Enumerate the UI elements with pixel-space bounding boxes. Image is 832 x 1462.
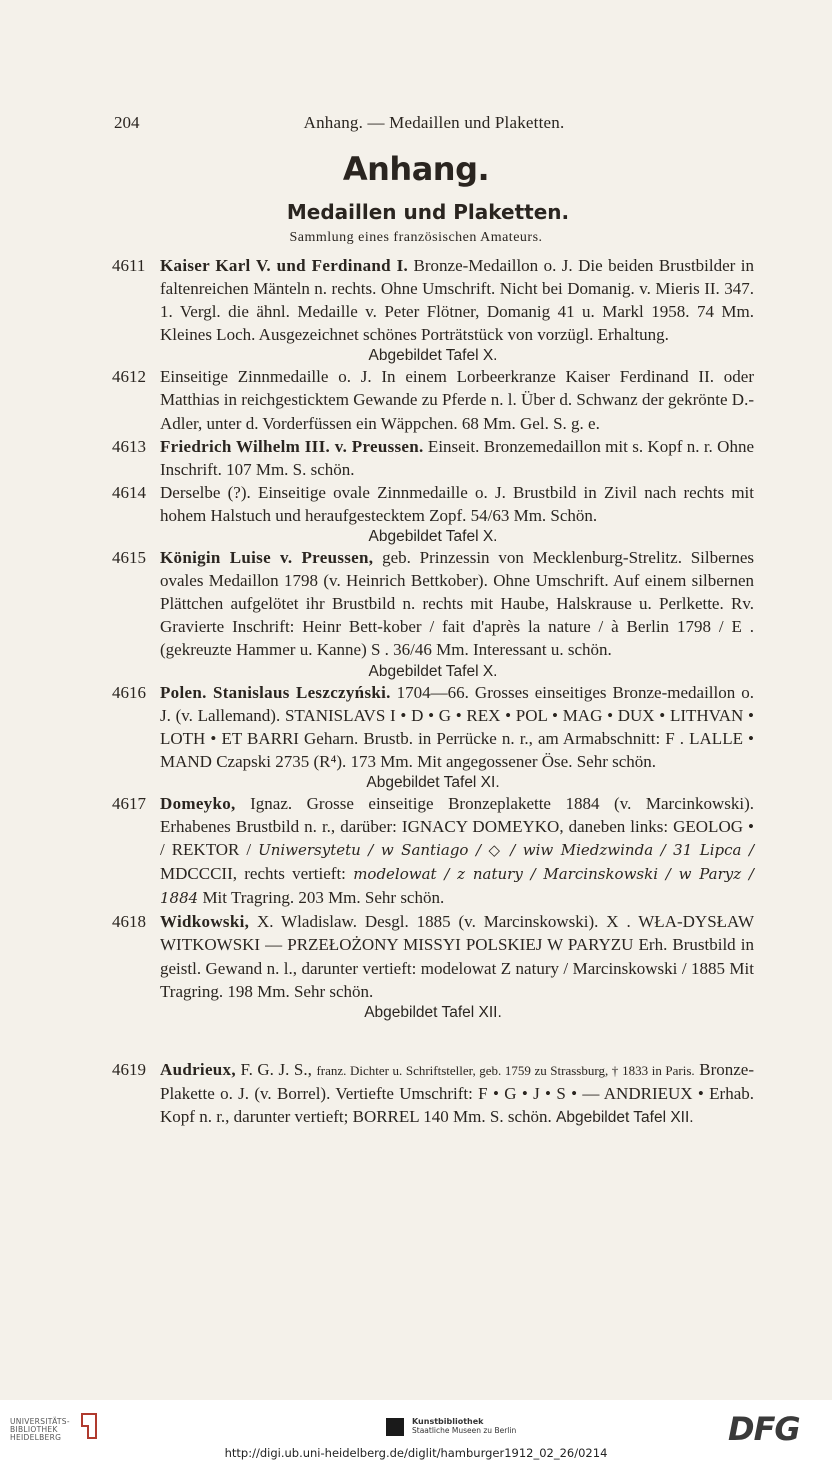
entry-name: Polen. Stanislaus Leszczyński. — [160, 682, 391, 702]
entry-name: Widkowski, — [160, 912, 250, 932]
entry-text: Einseit. Bronzemedaillon mit s. Kopf n. r. Ohne Inschrift. 107 Mm. S. schön. — [160, 436, 754, 479]
page-number: 204 — [114, 113, 140, 132]
entry-number: 4619 — [112, 1059, 146, 1079]
catalog-entry-4614 — [112, 481, 754, 546]
kunstbibliothek-logo-icon — [386, 1418, 404, 1436]
entry-text: geb. Prinzessin von Mecklenburg-Strelitz. Silbernes ovales Medaillon 1798 (v. Heinrich Bettkober). Ohne Umschrift. Auf einem silbernen Plättchen aufgelötet ihr Brustbild n. rechts mit Haube, Halskrause u. Perlkette. Rv. Gravierte Inschrift: Heinr Bett-kober / fait d'après la nature / à Berlin 1798 / E . (gekreuzte Hammer u. Kanne) S . 36/46 Mm. Interessant u. schön. — [160, 548, 754, 660]
running-header — [114, 113, 754, 137]
entry-text: Mit Tragring. 203 Mm. Sehr schön. — [198, 888, 445, 908]
catalog-entry-4618 — [112, 910, 754, 1021]
running-title: Anhang. — Medaillen und Plaketten. — [303, 113, 565, 132]
section-subtitle: Medaillen und Plaketten. — [286, 200, 570, 224]
entry-text: X. Wladislaw. Desgl. 1885 (v. Marcinskowski). X . WŁA-DYSŁAW WITKOWSKI — PRZEŁOŻONY MISSYI POLSKIEJ W PARYZU Erh. Brustbild in geistl. Gewand n. l., darunter vertieft: modelowat Z natury / Marcinskowski / 1885 Mit Tragring. 198 Mm. Sehr schön. — [160, 912, 754, 1001]
entry-text: Derselbe (?). Einseitige ovale Zinnmedaille o. J. Brustbild in Zivil nach rechts mit hohem Halstuch und heraufgestecktem Zopf. 54/63 Mm. Schön. — [160, 482, 754, 525]
entry-text: MDCCCII, rechts vertieft: — [160, 864, 354, 884]
inscription-script: Uniwersytetu / w Santiago / ◇ / wiw Miedzwinda / 31 Lipca / — [258, 841, 754, 860]
entry-number: 4617 — [112, 793, 146, 813]
entry-number: 4611 — [112, 256, 146, 275]
entry-number: 4614 — [112, 482, 146, 502]
viewer-footer — [0, 1400, 832, 1462]
spacer — [112, 1022, 754, 1058]
catalog-entry-4612 — [112, 365, 754, 434]
page-title: Anhang. — [342, 150, 490, 188]
dfg-logo[interactable]: DFG — [728, 1410, 800, 1448]
catalog-entries — [112, 254, 754, 1128]
inscription-script: modelowat / z natury / Marcinskowski / w Paryz / 1884 — [160, 865, 754, 908]
catalog-entry-4619 — [112, 1058, 754, 1128]
catalog-entry-4617 — [112, 792, 754, 910]
entry-text: Ignaz. Grosse einseitige Bronzeplakette 1884 (v. Marcinkowski). Erhabenes Brustbild n. r., darüber: IGNACY DOMEYKO, daneben links: GEOLOG • / REKTOR / — [160, 793, 754, 860]
entry-text: Bronze-Medaillon o. J. Die beiden Brustbilder in faltenreichen Mänteln n. rechts. Ohne Umschrift. Nicht bei Domanig. v. Mieris II. 347. 1. Vergl. die ähnl. Medaille v. Peter Flötner, Domanig 41 u. Markl 1958. 74 Mm. Kleines Loch. Ausgezeichnet schönes Porträtstück von vorzügl. Erhaltung. — [160, 256, 754, 345]
entry-number: 4612 — [112, 367, 146, 387]
entry-name: Friedrich Wilhelm III. v. Preussen. — [160, 436, 424, 456]
entry-text: 1704—66. Grosses einseitiges Bronze-medaillon o. J. (v. Lallemand). STANISLAVS I • D • G • REX • POL • MAG • DUX • LITHVAN • LOTH • ET BARRI Geharn. Brustb. in Perrücke n. r., am Armabschnitt: F . LALLE • MAND Czapski 2735 (R⁴). 173 Mm. Mit angegossener Öse. Sehr schön. — [160, 682, 754, 771]
collection-note: Sammlung eines französischen Amateurs. — [289, 230, 543, 245]
entry-text: Bronze-Plakette o. J. (v. Borrel). Vertiefte Umschrift: F • G • J • S • — ANDRIEUX • Erhab. Kopf n. r., darunter vertieft; BORREL 140 Mm. S. schön. — [160, 1059, 754, 1126]
permalink-url[interactable]: http://digi.ub.uni-heidelberg.de/diglit/hamburger1912_02_26/0214 — [224, 1446, 608, 1460]
catalog-entry-4611 — [112, 254, 754, 365]
plate-reference: Abgebildet Tafel X. — [368, 347, 498, 365]
catalog-entry-4613 — [112, 435, 754, 481]
catalog-entry-4615 — [112, 546, 754, 680]
catalog-entry-4616 — [112, 681, 754, 792]
entry-number: 4615 — [112, 548, 146, 568]
entry-name: Königin Luise v. Preussen, — [160, 548, 374, 568]
entry-text: Einseitige Zinnmedaille o. J. In einem Lorbeerkranze Kaiser Ferdinand II. oder Matthias in reichgesticktem Gewande zu Pferde n. l. Über d. Schwanz der gekrönte D.-Adler, unter d. Vorderfüssen ein Wäppchen. 68 Mm. Gel. S. g. e. — [160, 367, 754, 433]
plate-reference: Abgebildet Tafel X. — [368, 528, 498, 546]
plate-reference: Abgebildet Tafel XII. — [364, 1003, 502, 1021]
entry-name: Audrieux, — [160, 1059, 236, 1079]
heidelberg-logo-icon — [78, 1412, 100, 1440]
entry-text: F. G. J. S., — [235, 1059, 317, 1079]
biographical-note: franz. Dichter u. Schriftsteller, geb. 1759 zu Strassburg, † 1833 in Paris. — [316, 1062, 695, 1078]
university-library-logo[interactable]: UNIVERSITÄTS- BIBLIOTHEK HEIDELBERG — [10, 1417, 70, 1442]
entry-number: 4618 — [112, 912, 146, 932]
entry-name: Kaiser Karl V. und Ferdinand I. — [160, 256, 409, 275]
plate-reference: Abgebildet Tafel XI. — [366, 773, 500, 791]
entry-number: 4613 — [112, 436, 146, 456]
plate-reference: Abgebildet Tafel XII. — [556, 1108, 694, 1126]
plate-reference: Abgebildet Tafel X. — [368, 662, 498, 680]
entry-name: Domeyko, — [160, 793, 236, 813]
entry-number: 4616 — [112, 682, 146, 702]
kunstbibliothek-credit[interactable]: Kunstbibliothek Staatliche Museen zu Berlin — [412, 1417, 517, 1435]
